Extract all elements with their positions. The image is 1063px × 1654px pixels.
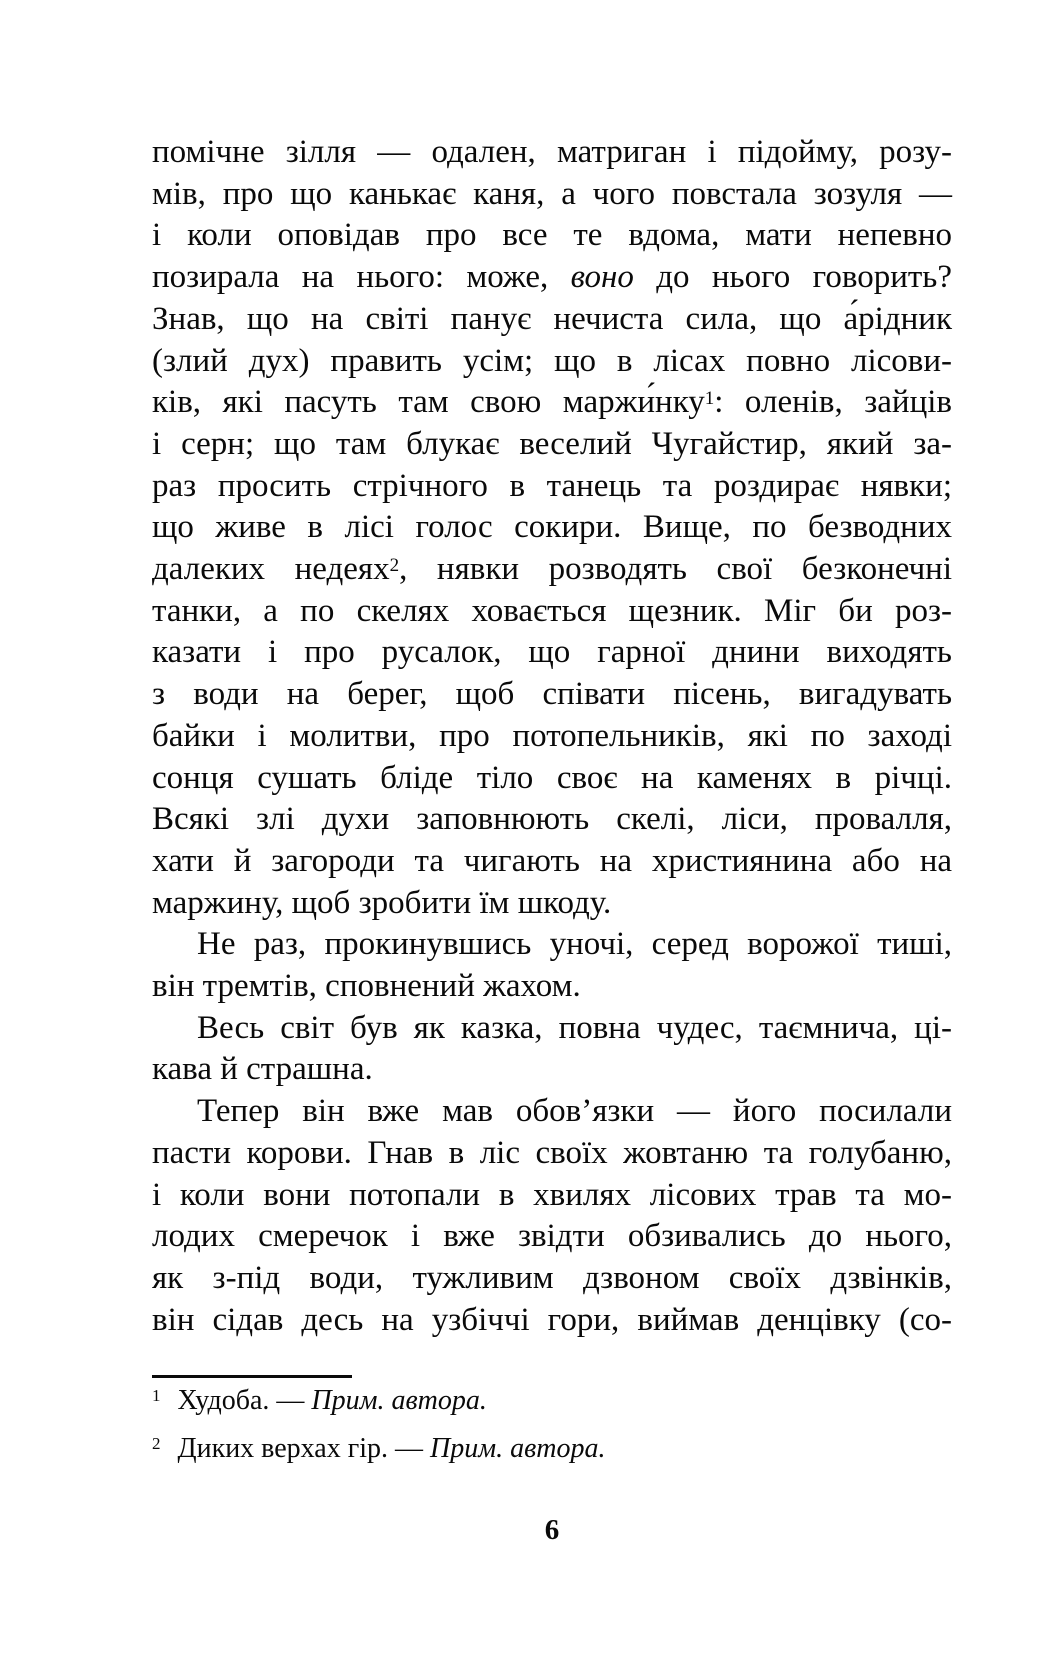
text-line xyxy=(152,382,952,424)
text-line xyxy=(152,341,952,383)
text-line xyxy=(152,1216,952,1258)
text-line xyxy=(152,257,952,299)
line-text: раз просить стрічного в танець та роздирає нявки; xyxy=(152,467,952,504)
text-line xyxy=(152,507,952,549)
line-text: байки і молитви, про потопельників, які по заході xyxy=(152,717,952,754)
line-text: маржину, щоб зробити їм шкоду. xyxy=(152,884,612,921)
footnote-ref-marker: 2 xyxy=(389,555,400,577)
line-text: мів, про що канькає каня, а чого повстала зозуля — xyxy=(152,175,952,212)
text-line xyxy=(152,924,952,966)
line-text: до нього говорить? xyxy=(633,259,952,296)
page-number: 6 xyxy=(544,1514,560,1546)
line-text: кава й страшна. xyxy=(152,1051,373,1088)
text-line xyxy=(152,174,952,216)
footnote-attribution: Прим. автора. xyxy=(311,1385,487,1416)
footnote-ref-marker: 1 xyxy=(704,388,715,410)
text-line xyxy=(152,424,952,466)
text-line xyxy=(152,1300,952,1342)
footnote xyxy=(152,1431,952,1466)
text-line xyxy=(152,549,952,591)
footnote-marker: 1 xyxy=(152,1386,161,1405)
footnotes xyxy=(152,1383,952,1479)
line-text: пасти корови. Гнав в ліс своїх жовтаню та голубаню, xyxy=(152,1134,952,1171)
text-line xyxy=(152,1258,952,1300)
line-text: ків, які пасуть там свою маржи́нку xyxy=(152,384,705,421)
text-line xyxy=(152,466,952,508)
text-line xyxy=(152,799,952,841)
line-text: Весь світ був як казка, повна чудес, таємнича, ці- xyxy=(197,1009,952,1046)
line-text: хати й загороди та чигають на християнина або на xyxy=(152,842,952,879)
text-line xyxy=(152,1133,952,1175)
footnote-text: Худоба. — xyxy=(177,1385,312,1416)
body-text xyxy=(152,132,952,1341)
footnote-attribution: Прим. автора. xyxy=(429,1433,606,1464)
line-text: Всякі злі духи заповнюють скелі, ліси, провалля, xyxy=(152,801,952,838)
text-line xyxy=(152,716,952,758)
footnote xyxy=(152,1383,952,1418)
line-text: танки, а по скелях ховається щезник. Міг би роз- xyxy=(152,592,952,629)
line-text: що живе в лісі голос сокири. Вище, по безводних xyxy=(152,509,952,546)
italic-word: воно xyxy=(570,259,634,296)
text-line xyxy=(152,215,952,257)
text-line xyxy=(152,299,952,341)
line-text: і коли оповідав про все те вдома, мати непевно xyxy=(152,217,952,254)
text-line xyxy=(152,591,952,633)
line-text: Знав, що на світі панує нечиста сила, що а́рідник xyxy=(152,300,952,337)
line-text: він сідав десь на узбіччі гори, виймав денцівку (со- xyxy=(152,1301,952,1338)
line-text: позирала на нього: може, xyxy=(152,259,571,296)
footnote-marker: 2 xyxy=(152,1434,161,1453)
footnote-separator xyxy=(152,1375,352,1378)
text-line xyxy=(152,1091,952,1133)
text-line xyxy=(152,841,952,883)
line-text: з води на берег, щоб співати пісень, вигадувать xyxy=(152,676,952,713)
text-line xyxy=(152,674,952,716)
text-line xyxy=(152,758,952,800)
line-text: як з-під води, тужливим дзвоном своїх дзвінків, xyxy=(152,1259,952,1296)
text-line xyxy=(152,632,952,674)
text-line xyxy=(152,883,952,925)
line-text: і серн; що там блукає веселий Чугайстир, який за- xyxy=(152,425,952,462)
line-text: : оленів, зайців xyxy=(714,384,952,421)
line-text: Не раз, прокинувшись уночі, серед ворожої тиші, xyxy=(197,926,952,963)
line-text: Тепер він вже мав обов’язки — його посилали xyxy=(197,1093,952,1130)
text-line xyxy=(152,132,952,174)
footnote-text: Диких верхах гір. — xyxy=(177,1433,430,1464)
line-text: сонця сушать бліде тіло своє на каменях в річці. xyxy=(152,759,952,796)
line-text: (злий дух) править усім; що в лісах повно лісови- xyxy=(152,342,952,379)
text-line xyxy=(152,966,952,1008)
line-text: далеких недеях xyxy=(152,551,390,588)
line-text: лодих смеречок і вже звідти обзивались до нього, xyxy=(152,1218,952,1255)
line-text: помічне зілля — одален, матриган і підойму, розу- xyxy=(152,134,952,170)
text-line xyxy=(152,1008,952,1050)
line-text: казати і про русалок, що гарної днини виходять xyxy=(152,634,952,671)
text-line xyxy=(152,1049,952,1091)
line-text: , нявки розводять свої безконечні xyxy=(399,551,952,588)
line-text: і коли вони потопали в хвилях лісових трав та мо- xyxy=(152,1176,952,1213)
line-text: він тремтів, сповнений жахом. xyxy=(152,968,581,1005)
text-line xyxy=(152,1175,952,1217)
